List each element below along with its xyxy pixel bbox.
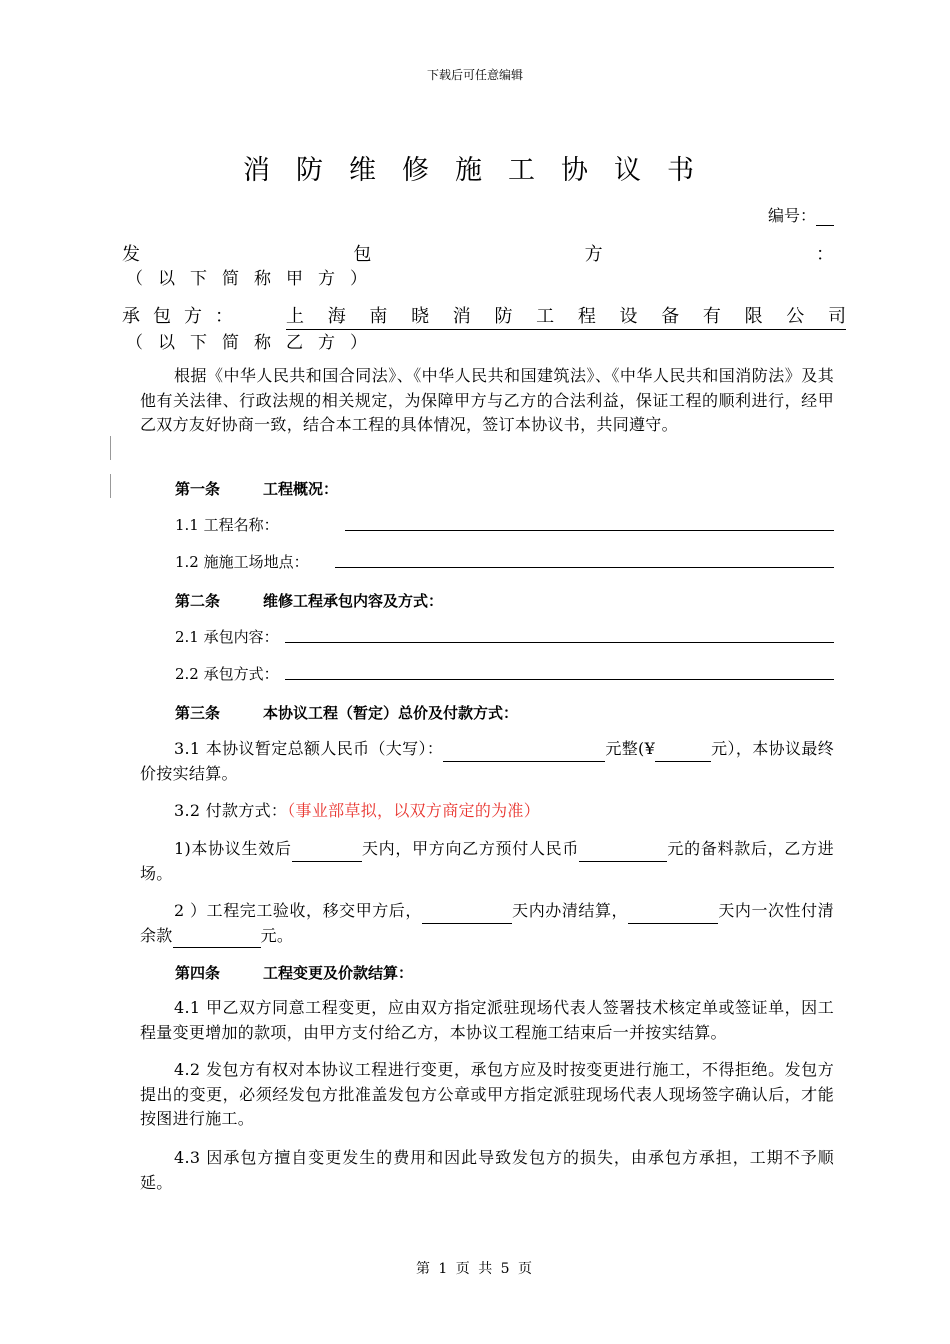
clause-3-1-text-b: 元整(¥ <box>605 739 656 758</box>
party-b-name-char: 司 <box>827 306 846 327</box>
party-b-name-char: 防 <box>494 306 513 327</box>
party-a-char: ： <box>815 244 834 265</box>
clause-3-2-text: 3.2 付款方式： <box>174 801 288 820</box>
payment-item-2-text-d: 元。 <box>260 925 294 945</box>
article-1-heading <box>175 478 338 499</box>
document-title: 消防维修施工协议书 <box>243 155 720 186</box>
final-payment-amount-blank[interactable] <box>173 929 261 948</box>
total-amount-words-blank[interactable] <box>443 743 605 762</box>
contract-content-line[interactable] <box>285 641 834 643</box>
final-payment-days-blank[interactable] <box>628 905 718 924</box>
contract-content-label: 2.1 承包内容： <box>175 628 279 646</box>
party-b-name-char: 晓 <box>411 306 430 327</box>
payment-item-1-text-b: 天内，甲方向乙方预付人民币 <box>361 839 580 858</box>
party-b-name-char: 限 <box>744 306 763 327</box>
party-a-char: 发 <box>122 244 140 265</box>
party-b-name-char: 备 <box>661 306 680 327</box>
article-3-label: 第三条 <box>175 704 221 722</box>
article-3-title: 本协议工程（暂定）总价及付款方式： <box>263 704 519 722</box>
party-b-name-char: 消 <box>452 306 471 327</box>
payment-item-1-text-a: 1)本协议生效后 <box>174 839 292 858</box>
article-4-label: 第四条 <box>175 964 221 982</box>
party-b-name-char: 设 <box>619 306 638 327</box>
party-a-char: 方 <box>584 244 603 265</box>
party-b-label: 承包方： <box>122 306 246 327</box>
article-2-heading <box>175 590 443 611</box>
document-number-blank[interactable] <box>816 209 834 226</box>
advance-amount-blank[interactable] <box>579 843 667 862</box>
project-name-line[interactable] <box>345 529 834 531</box>
article-1-title: 工程概况： <box>263 480 339 498</box>
contract-method-field[interactable] <box>175 663 834 684</box>
article-1-label: 第一条 <box>175 480 221 498</box>
clause-3-2-red-note: （事业部草拟，以双方商定的为准） <box>287 801 541 820</box>
intro-paragraph: 根据《中华人民共和国合同法》、《中华人民共和国建筑法》、《中华人民共和国消防法》及其他有关法律、行政法规的相关规定，为保障甲方与乙方的合法利益，保证工程的顺利进行，经甲乙双方友好协商一致，结合本工程的具体情况，签订本协议书，共同遵守。 <box>140 366 834 434</box>
article-4-heading <box>175 962 413 983</box>
party-b-name-char: 工 <box>536 306 555 327</box>
advance-days-blank[interactable] <box>292 843 362 862</box>
contract-method-line[interactable] <box>285 678 834 680</box>
party-a-char: 包 <box>353 244 372 265</box>
contract-content-field[interactable] <box>175 626 834 647</box>
party-b-name-char: 上 <box>286 306 304 327</box>
total-amount-number-blank[interactable] <box>655 743 711 762</box>
payment-item-1-text-c: 元的备料款后，乙方进场。 <box>140 839 834 883</box>
payment-item-2-text-a: 2 ）工程完工验收，移交甲方后， <box>174 901 422 920</box>
project-name-label: 1.1 工程名称： <box>175 516 279 534</box>
party-a-line <box>122 240 834 266</box>
site-location-line[interactable] <box>335 566 834 568</box>
site-location-label: 1.2 施施工场地点： <box>175 553 309 571</box>
clause-4-2: 4.2 发包方有权对本协议工程进行变更，承包方应及时按变更进行施工，不得拒绝。发包方提出的变更，必须经发包方批准盖发包方公章或甲方指定派驻现场代表人现场签字确认后，才能按图进行施工。 <box>140 1060 834 1128</box>
article-2-title: 维修工程承包内容及方式： <box>263 592 444 610</box>
party-b-name-char: 公 <box>786 306 805 327</box>
clause-3-1-text-a: 3.1 本协议暂定总额人民币（大写）： <box>174 739 444 758</box>
clause-4-3: 4.3 因承包方擅自变更发生的费用和因此导致发包方的损失，由承包方承担，工期不予顺延。 <box>140 1148 834 1192</box>
project-name-field[interactable] <box>175 514 834 535</box>
payment-item-2-text-b: 天内办清结算， <box>511 901 629 920</box>
party-b-name-char: 海 <box>327 306 346 327</box>
article-2-label: 第二条 <box>175 592 221 610</box>
site-location-field[interactable] <box>175 551 834 572</box>
clause-3-1-text-c: 元），本协议最终价按实结算。 <box>140 739 835 783</box>
payment-item-2 <box>140 899 834 948</box>
article-4-title: 工程变更及价款结算： <box>263 964 414 982</box>
party-b-name-char: 南 <box>369 306 388 327</box>
page-footer: 第 1 页 共 5 页 <box>415 1261 535 1277</box>
party-b-name-char: 有 <box>702 306 721 327</box>
article-3-heading <box>175 702 518 723</box>
header-note: 下载后可任意编辑 <box>426 68 523 82</box>
document-number <box>768 203 834 226</box>
clause-3-1 <box>140 737 834 786</box>
party-b-name-char: 程 <box>577 306 596 327</box>
clause-3-2 <box>140 799 834 824</box>
party-b-note: （以下简称乙方） <box>126 333 382 353</box>
payment-item-1 <box>140 837 834 886</box>
payment-item-2-text-c: 天内一次性付清余款 <box>140 901 834 945</box>
party-b-name <box>286 302 846 330</box>
party-a-note: （以下简称甲方） <box>126 269 382 289</box>
contract-method-label: 2.2 承包方式： <box>175 665 279 683</box>
margin-mark <box>110 436 111 460</box>
settlement-days-blank[interactable] <box>422 905 512 924</box>
document-number-label: 编号： <box>767 206 816 225</box>
clause-4-1: 4.1 甲乙双方同意工程变更，应由双方指定派驻现场代表人签署技术核定单或签证单，因工程量变更增加的款项，由甲方支付给乙方，本协议工程施工结束后一并按实结算。 <box>140 998 834 1042</box>
margin-mark <box>110 474 111 498</box>
